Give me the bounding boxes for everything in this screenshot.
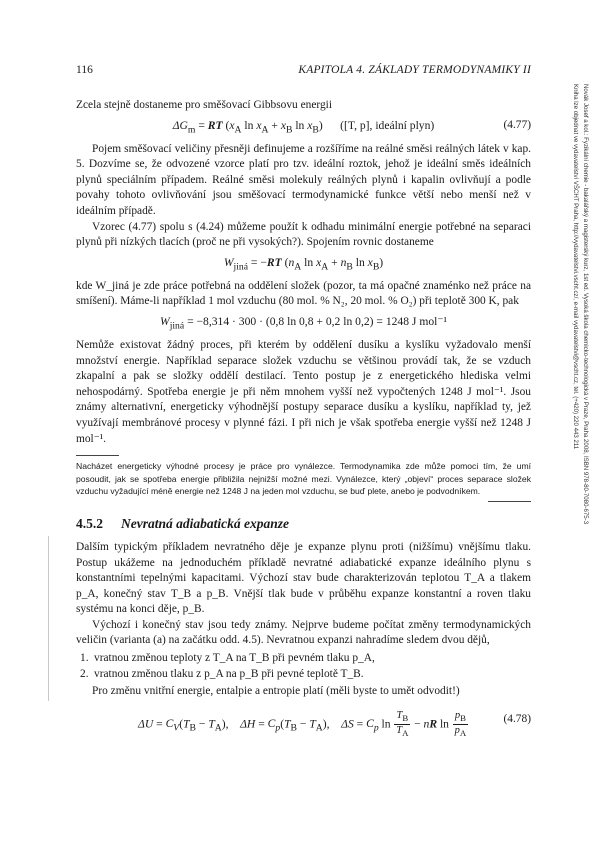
process-steps-list — [76, 651, 531, 682]
main-text — [76, 98, 531, 740]
side-note-line-1: Novák Josef a kol.: Fyzikální chemie - bakalářský a magisterský kurz, 1st ed. Vysoká škola chemicko-technologická v Praze, Praha 2008, ISBN 978-80-7080-675-3 — [582, 84, 589, 525]
paragraph-gibbs-intro: Zcela stejně dostaneme pro směšovací Gibbsovu energii — [76, 99, 333, 111]
equation-4-77 — [76, 118, 531, 138]
list-item: 1. vratnou změnou teploty z T_A na T_B při pevném tlaku p_A, — [80, 652, 375, 665]
paragraph-states: Výchozí i konečný stav jsou tedy známy. Nejprve budeme počítat změny termodynamických veličin (varianta (a) na začátku odd. 4.5). Nevratnou expanzi nahradíme sledem dvou dějů, — [76, 618, 531, 647]
equation-4-77-condition: ([T, p], ideální plyn) — [340, 118, 435, 132]
equation-wjina-result: = −8,314 · 300 · (0,8 ln 0,8 + 0,2 ln 0,2) = 1248 J mol⁻¹ — [187, 314, 447, 328]
equation-4-77-body: $\Delta G_m$ = RT ($x_A$ $\ln x_A + x_B$ $\ln x_B$) ([T, p], ideální plyn) — [172, 118, 435, 135]
equation-number: (4.77) — [503, 118, 531, 131]
equation-number: (4.78) — [503, 712, 531, 725]
paragraph-energy-consumption: Nemůže existovat žádný proces, při kterém by oddělení dusíku a kyslíku vyžadovalo menší množství energie. Například separace složek vzduchu se většinou provádí tak, že se vzduch zkapalní a pak se složky oddělí destilací. Tento postup je z energetického hlediska velmi nehospodárný. Spotřeba energie je při něm mnohem vyšší než vypočtených 1248 J mol⁻¹. Jsou známy alternativní, energeticky výhodnější postupy separace dusíku a kyslíku, například ty, jež využívají membránové procesy v plynné fázi. I při nich je však spotřeba energie vyšší než 1248 J mol⁻¹. — [76, 338, 531, 445]
paragraph-expansion-intro: Dalším typickým příkladem nevratného děje je expanze plynu proti (nižšímu) vnějšímu tlaku. Postup ukážeme na jednoduchém příkladě nevratné adiabatické expanze ideálního plynu s konstantními tepelnými kapacitami. Výchozí stav bude charakterizován teplotou T_A a tlakem p_A, konečný stav T_B a p_B. Vnější tlak bude v průběhu expanze konstantní a roven tlaku systému na konci děje, p_B. — [76, 540, 531, 616]
chapter-heading: KAPITOLA 4. ZÁKLADY TERMODYNAMIKY II — [298, 64, 531, 76]
section-heading — [76, 516, 531, 532]
paragraph-work-definition: kde W_jiná je zde práce potřebná na oddělení složek (pozor, ta má opačné znaménko než práce na smíšení). Máme-li například 1 mol vzduchu (80 mol. % N₂, 20 mol. % O₂) při teplotě 300 K, pak — [76, 279, 531, 308]
paragraph-mixing: Pojem směšovací veličiny přesněji definujeme a rozšíříme na reálné směsi reálných látek v kap. 5. Dozvíme se, že odvozené vzorce platí pro tzv. ideální roztok, jehož je ideální směs ideálních plynů speciálním případem. Reálné směsi molekuly reálných plynů i kapalin ovlivňují a podle povahy tohoto ovlivňování jsou směšovací termodynamické funkce větší nebo menší než v ideálním případě. — [76, 142, 531, 217]
callout-rule-top — [76, 455, 119, 456]
paragraph-separation: Vzorec (4.77) spolu s (4.24) můžeme použít k odhadu minimální energie potřebné na separaci plynů při nízkých tlacích (proč ne při vysokých?). Spojením rovnic dostaneme — [76, 220, 531, 249]
section-number: 4.5.2 — [76, 516, 103, 532]
equation-4-78: $\Delta U = C_V(T_B - T_A)$, $\Delta H = C_p(T_B - T_A)$, $\Delta S = C_p$ ln $\frac{T_B}{T_A}$ − nR ln $\frac{p_B}{p_A}$ (4.78) — [138, 709, 531, 739]
running-head — [76, 64, 531, 80]
list-item: 2. vratnou změnou tlaku z p_A na p_B při pevné teplotě T_B. — [80, 667, 364, 680]
section-title: Nevratná adiabatická expanze — [121, 516, 289, 532]
equation-wjina: $W_{jiná} = -RT$ ($n_A$ $\ln x_A + n_B$ $\ln x_B$) — [223, 255, 384, 273]
inventor-callout: Nacházet energeticky výhodné procesy je práce pro vynálezce. Termodynamika zde může pomoci tím, že umí posoudit, jak se spotřeba energie přibližila nejnižší možné mezi. Vynálezce, který „objeví“ proces separace složek vzduchu vyžadující méně energie než 1248 J na jeden mol vzduchu, se buď plete, anebo je podvodníkem. — [76, 461, 531, 496]
margin-bar — [48, 536, 49, 701]
paragraph-state-functions: Pro změnu vnitřní energie, entalpie a entropie platí (měli byste to umět odvodit!) — [92, 685, 460, 698]
side-copyright-note — [560, 84, 590, 774]
equation-wjina-numeric: $W_{jiná} = -8,314 \cdot 300 \cdot (0,8$ ln 0,8 + 0,2 ln 0,2) = 1248 J mol⁻¹ — [160, 314, 447, 332]
callout-rule-bottom — [488, 501, 531, 502]
side-note-line-2: Kniha lze objednat ve vydavatelství VŠCHT Praha, http://vydavatelstvi.vscht.cz/, e-mail vydavatelstvi@vscht.cz, tel. (+420) 220 443 211 — [572, 84, 579, 450]
page-number: 116 — [76, 64, 93, 76]
